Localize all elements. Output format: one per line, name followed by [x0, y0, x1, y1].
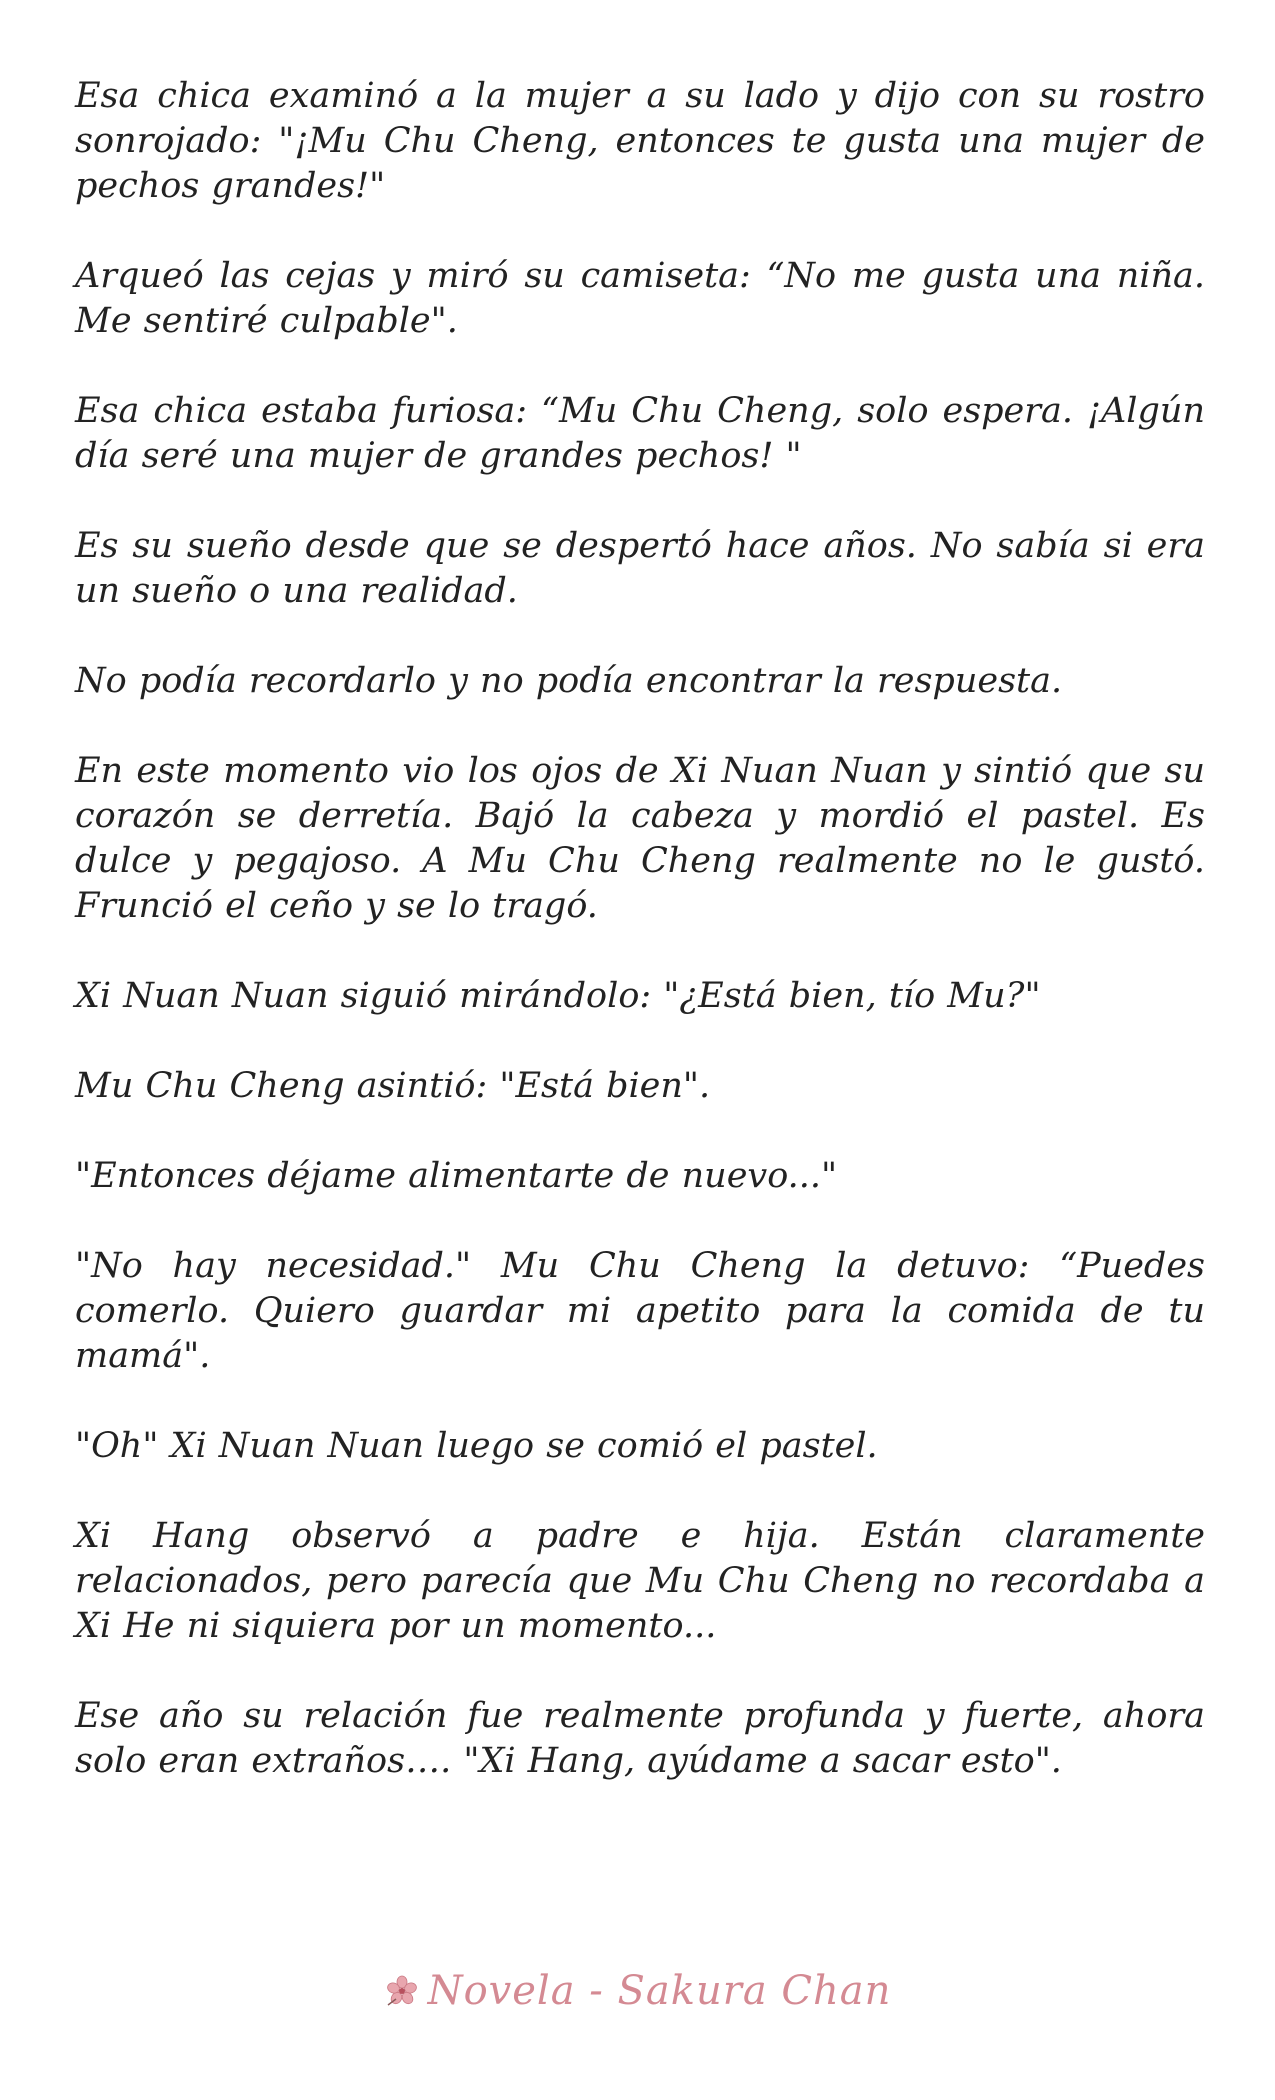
paragraph-10: "No hay necesidad." Mu Chu Cheng la detuvo: “Puedes comerlo. Quiero guardar mi apetito para la comida de tu mamá".	[75, 1246, 1205, 1376]
paragraph-5: No podía recordarlo y no podía encontrar la respuesta.	[75, 661, 1063, 701]
paragraph-2: Arqueó las cejas y miró su camiseta: “No me gusta una niña. Me sentiré culpable".	[75, 256, 1205, 341]
text-column	[75, 74, 1205, 1784]
watermark-logo	[384, 1968, 892, 2014]
paragraph-8: Mu Chu Cheng asintió: "Está bien".	[75, 1066, 711, 1106]
watermark-text: Novela - Sakura Chan	[427, 1968, 892, 2014]
paragraph-4: Es su sueño desde que se despertó hace años. No sabía si era un sueño o una realidad.	[75, 526, 1205, 611]
paragraph-12: Xi Hang observó a padre e hija. Están claramente relacionados, pero parecía que Mu Chu Cheng no recordaba a Xi He ni siquiera por un momento...	[75, 1516, 1205, 1646]
paragraph-11: "Oh" Xi Nuan Nuan luego se comió el pastel.	[75, 1426, 878, 1466]
cherry-blossom-icon	[384, 1973, 420, 2009]
paragraph-13: Ese año su relación fue realmente profunda y fuerte, ahora solo eran extraños…. "Xi Hang, ayúdame a sacar esto".	[75, 1696, 1205, 1781]
paragraph-1: Esa chica examinó a la mujer a su lado y dijo con su rostro sonrojado: "¡Mu Chu Cheng, entonces te gusta una mujer de pechos grandes!"	[75, 76, 1205, 206]
paragraph-3: Esa chica estaba furiosa: “Mu Chu Cheng, solo espera. ¡Algún día seré una mujer de grandes pechos! "	[75, 391, 1205, 476]
paragraph-6: En este momento vio los ojos de Xi Nuan Nuan y sintió que su corazón se derretía. Bajó la cabeza y mordió el pastel. Es dulce y pegajoso. A Mu Chu Cheng realmente no le gustó. Frunció el ceño y se lo tragó.	[75, 751, 1205, 926]
paragraph-7: Xi Nuan Nuan siguió mirándolo: "¿Está bien, tío Mu?"	[75, 976, 1041, 1016]
footer-watermark	[0, 1968, 1275, 2014]
paragraph-9: "Entonces déjame alimentarte de nuevo..."	[75, 1156, 838, 1196]
